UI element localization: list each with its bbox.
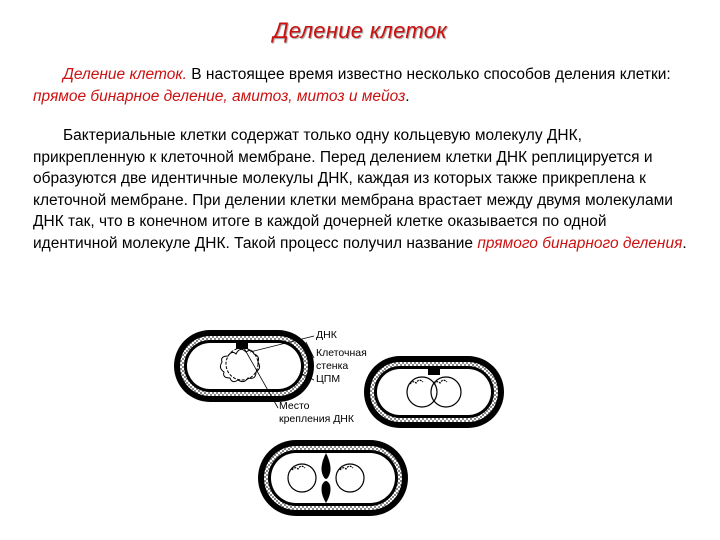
label-dna: ДНК: [316, 329, 337, 341]
label-cell-wall-1: Клеточная: [316, 347, 367, 359]
paragraph-2-end: .: [682, 234, 687, 252]
label-attach-1: Место: [279, 400, 310, 412]
paragraph-2-text: Бактериальные клетки содержат только одну кольцевую молекулу ДНК, прикрепленную к клеточной мембране. Перед делением клетки ДНК реплицируется и образуются две идентичные молекулы ДНК, каждая из которых также прикреплена к клеточной мембране. При делении клетки мембрана врастает между двумя молекулами ДНК так, что в конечном итоге в каждой дочерней клетке оказывается по одной идентичной молекуле ДНК. Такой процесс получил название: [33, 127, 673, 252]
label-cpm: ЦПМ: [316, 373, 341, 385]
paragraph-bacteria: [33, 125, 693, 254]
cell-stage-2: [364, 356, 504, 428]
attach-point: [428, 369, 440, 375]
cell-division-diagram: [170, 318, 710, 528]
methods-list: прямое бинарное деление, амитоз, митоз и мейоз: [33, 87, 406, 105]
slide-title: Деление клеток: [272, 18, 447, 43]
cell-division-figure: [170, 318, 710, 528]
cell-stage-1: [174, 330, 314, 402]
binary-division-term: прямого бинарного деления: [477, 234, 683, 252]
lead-term: Деление клеток.: [63, 66, 187, 83]
cell-stage-3: [258, 440, 408, 516]
body-text: [33, 64, 693, 272]
attach-point: [236, 343, 248, 349]
label-cell-wall-2: стенка: [316, 360, 349, 372]
paragraph-1-end: .: [405, 87, 410, 105]
label-attach-2: крепления ДНК: [279, 413, 355, 425]
paragraph-methods: [33, 64, 693, 107]
paragraph-1-text: В настоящее время известно несколько способов деления клетки:: [186, 66, 671, 83]
